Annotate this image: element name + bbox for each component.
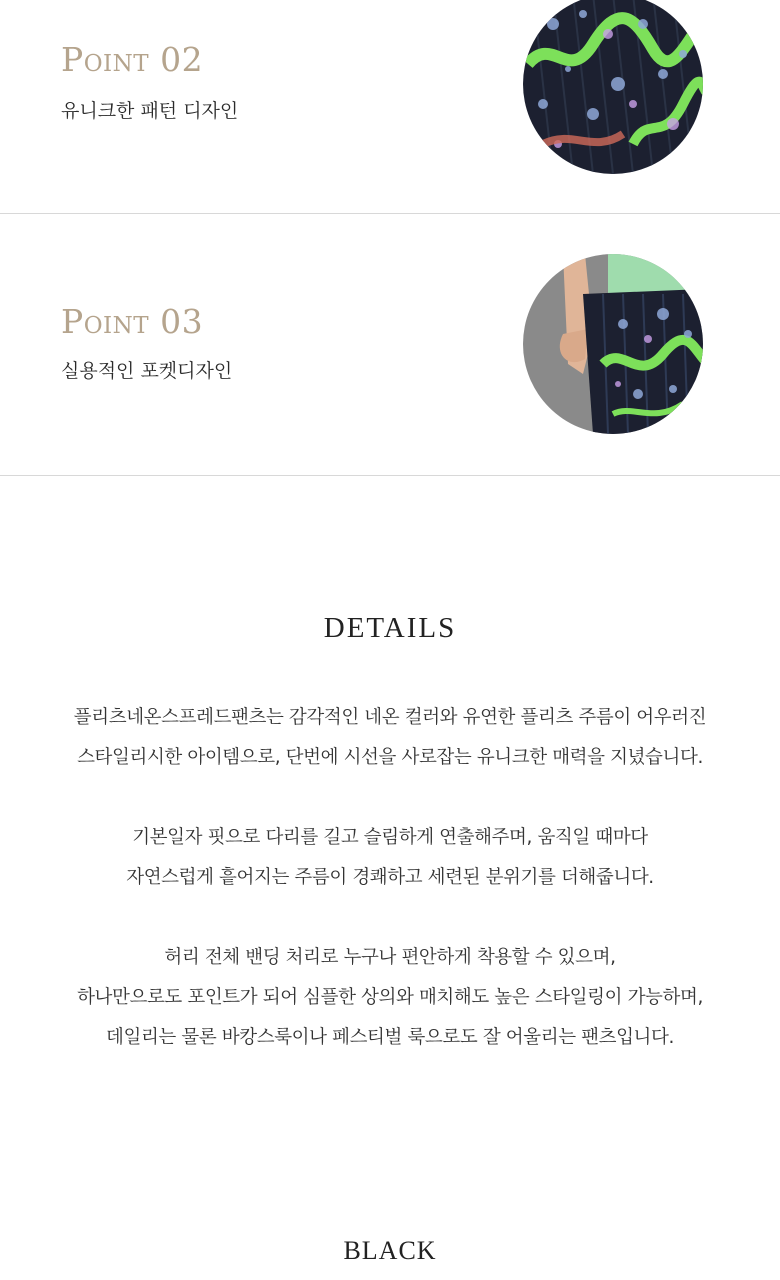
details-line: 스타일리시한 아이템으로, 단번에 시선을 사로잡는 유니크한 매력을 지녔습니다. xyxy=(77,747,703,768)
details-paragraph xyxy=(0,698,780,778)
point-02-heading: Point 02 xyxy=(61,40,204,79)
point-03-pocket-image xyxy=(523,254,703,434)
details-line: 플리츠네온스프레드팬츠는 감각적인 네온 컬러와 유연한 플리츠 주름이 어우러진 xyxy=(73,707,707,728)
point-02-pattern-image xyxy=(523,0,703,174)
details-description xyxy=(0,698,780,1098)
details-line: 허리 전체 밴딩 처리로 누구나 편안하게 착용할 수 있으며, xyxy=(164,947,616,968)
details-line: 자연스럽게 흩어지는 주름이 경쾌하고 세련된 분위기를 더해줍니다. xyxy=(126,867,654,888)
details-title: DETAILS xyxy=(323,612,457,644)
point-03-heading: Point 03 xyxy=(61,302,204,341)
point-02-section xyxy=(0,0,780,214)
details-line: 하나만으로도 포인트가 되어 심플한 상의와 매치해도 높은 스타일링이 가능하며, xyxy=(77,987,703,1008)
details-line: 기본일자 핏으로 다리를 길고 슬림하게 연출해주며, 움직일 때마다 xyxy=(132,827,648,848)
color-title: BLACK xyxy=(343,1236,437,1265)
point-03-section xyxy=(0,214,780,476)
details-line: 데일리는 물론 바캉스룩이나 페스티벌 룩으로도 잘 어울리는 팬츠입니다. xyxy=(106,1027,674,1048)
details-paragraph xyxy=(0,818,780,898)
details-paragraph xyxy=(0,938,780,1058)
point-02-description: 유니크한 패턴 디자인 xyxy=(61,100,239,122)
point-03-description: 실용적인 포켓디자인 xyxy=(61,360,233,382)
